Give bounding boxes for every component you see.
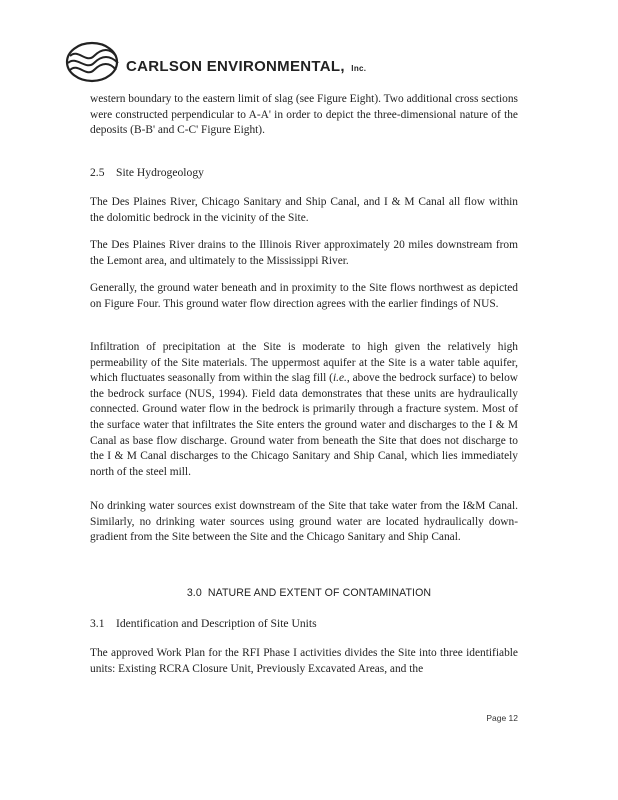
paragraph-site-units: The approved Work Plan for the RFI Phase I activities divides the Site into three identifiable units: Existing RCRA Closure Unit, Previously Excavated Areas, and the: [90, 647, 518, 675]
company-suffix: Inc.: [351, 64, 367, 73]
company-logo-icon: [64, 40, 120, 84]
letterhead: [64, 40, 544, 90]
paragraph-hydrogeology-2: The Des Plaines River drains to the Illinois River approximately 20 miles downstream from the Lemont area, and ultimately to the Mississippi River.: [90, 239, 518, 267]
company-name: [126, 58, 366, 75]
section-number: 3.0: [186, 587, 202, 599]
paragraph-text: , above the bedrock surface) to below the bedrock surface (NUS, 1994). Field data demonstrates that these units are hydraulically connected. Ground water flow in the bedrock is primarily through a fracture system. Most of the surface water that infiltrates the Site enters the ground water and discharges to the I & M Canal as base flow discharge. Ground water from beneath the Site that does not discharge to the I & M Canal discharges to the Chicago Sanitary and Ship Canal, which lies immediately north of the steel mill.: [90, 372, 518, 478]
paragraph-text: Infiltration of precipitation at the Site is moderate to high given the relatively high permeability of the Site materials. The uppermost aquifer at the Site is a water table aquifer, which fluctuates seasonally from within the slag fill (: [90, 341, 518, 385]
section-heading-3-1: [90, 617, 317, 630]
paragraph-hydrogeology-5: No drinking water sources exist downstream of the Site that take water from the I&M Canal. Similarly, no drinking water sources using ground water are located hydraulically down-gradient from the Site between the Site and the Chicago Sanitary and Ship Canal.: [90, 500, 518, 544]
page-number: Page 12: [486, 713, 518, 723]
section-title: Identification and Description of Site Units: [116, 617, 317, 630]
paragraph-hydrogeology-3: Generally, the ground water beneath and in proximity to the Site flows northwest as depicted on Figure Four. This ground water flow direction agrees with the earlier findings of NUS.: [90, 282, 518, 310]
paragraph-hydrogeology-4: [90, 340, 518, 480]
section-number: 2.5: [90, 166, 105, 179]
paragraph-italic-text: i.e.: [332, 372, 347, 385]
section-heading-2-5: [90, 166, 204, 179]
paragraph-hydrogeology-1: The Des Plaines River, Chicago Sanitary and Ship Canal, and I & M Canal all flow within the dolomitic bedrock in the vicinity of the Site.: [90, 196, 518, 224]
section-title: Site Hydrogeology: [116, 166, 204, 179]
section-number: 3.1: [90, 617, 105, 630]
section-title: NATURE AND EXTENT OF CONTAMINATION: [207, 587, 432, 599]
company-name-text: CARLSON ENVIRONMENTAL,: [126, 58, 345, 75]
section-heading-3-0: [0, 587, 618, 599]
paragraph-intro: western boundary to the eastern limit of slag (see Figure Eight). Two additional cross sections were constructed perpendicular to A-A' in order to depict the three-dimensional nature of the deposits (B-B' and C-C' Figure Eight).: [90, 93, 518, 137]
